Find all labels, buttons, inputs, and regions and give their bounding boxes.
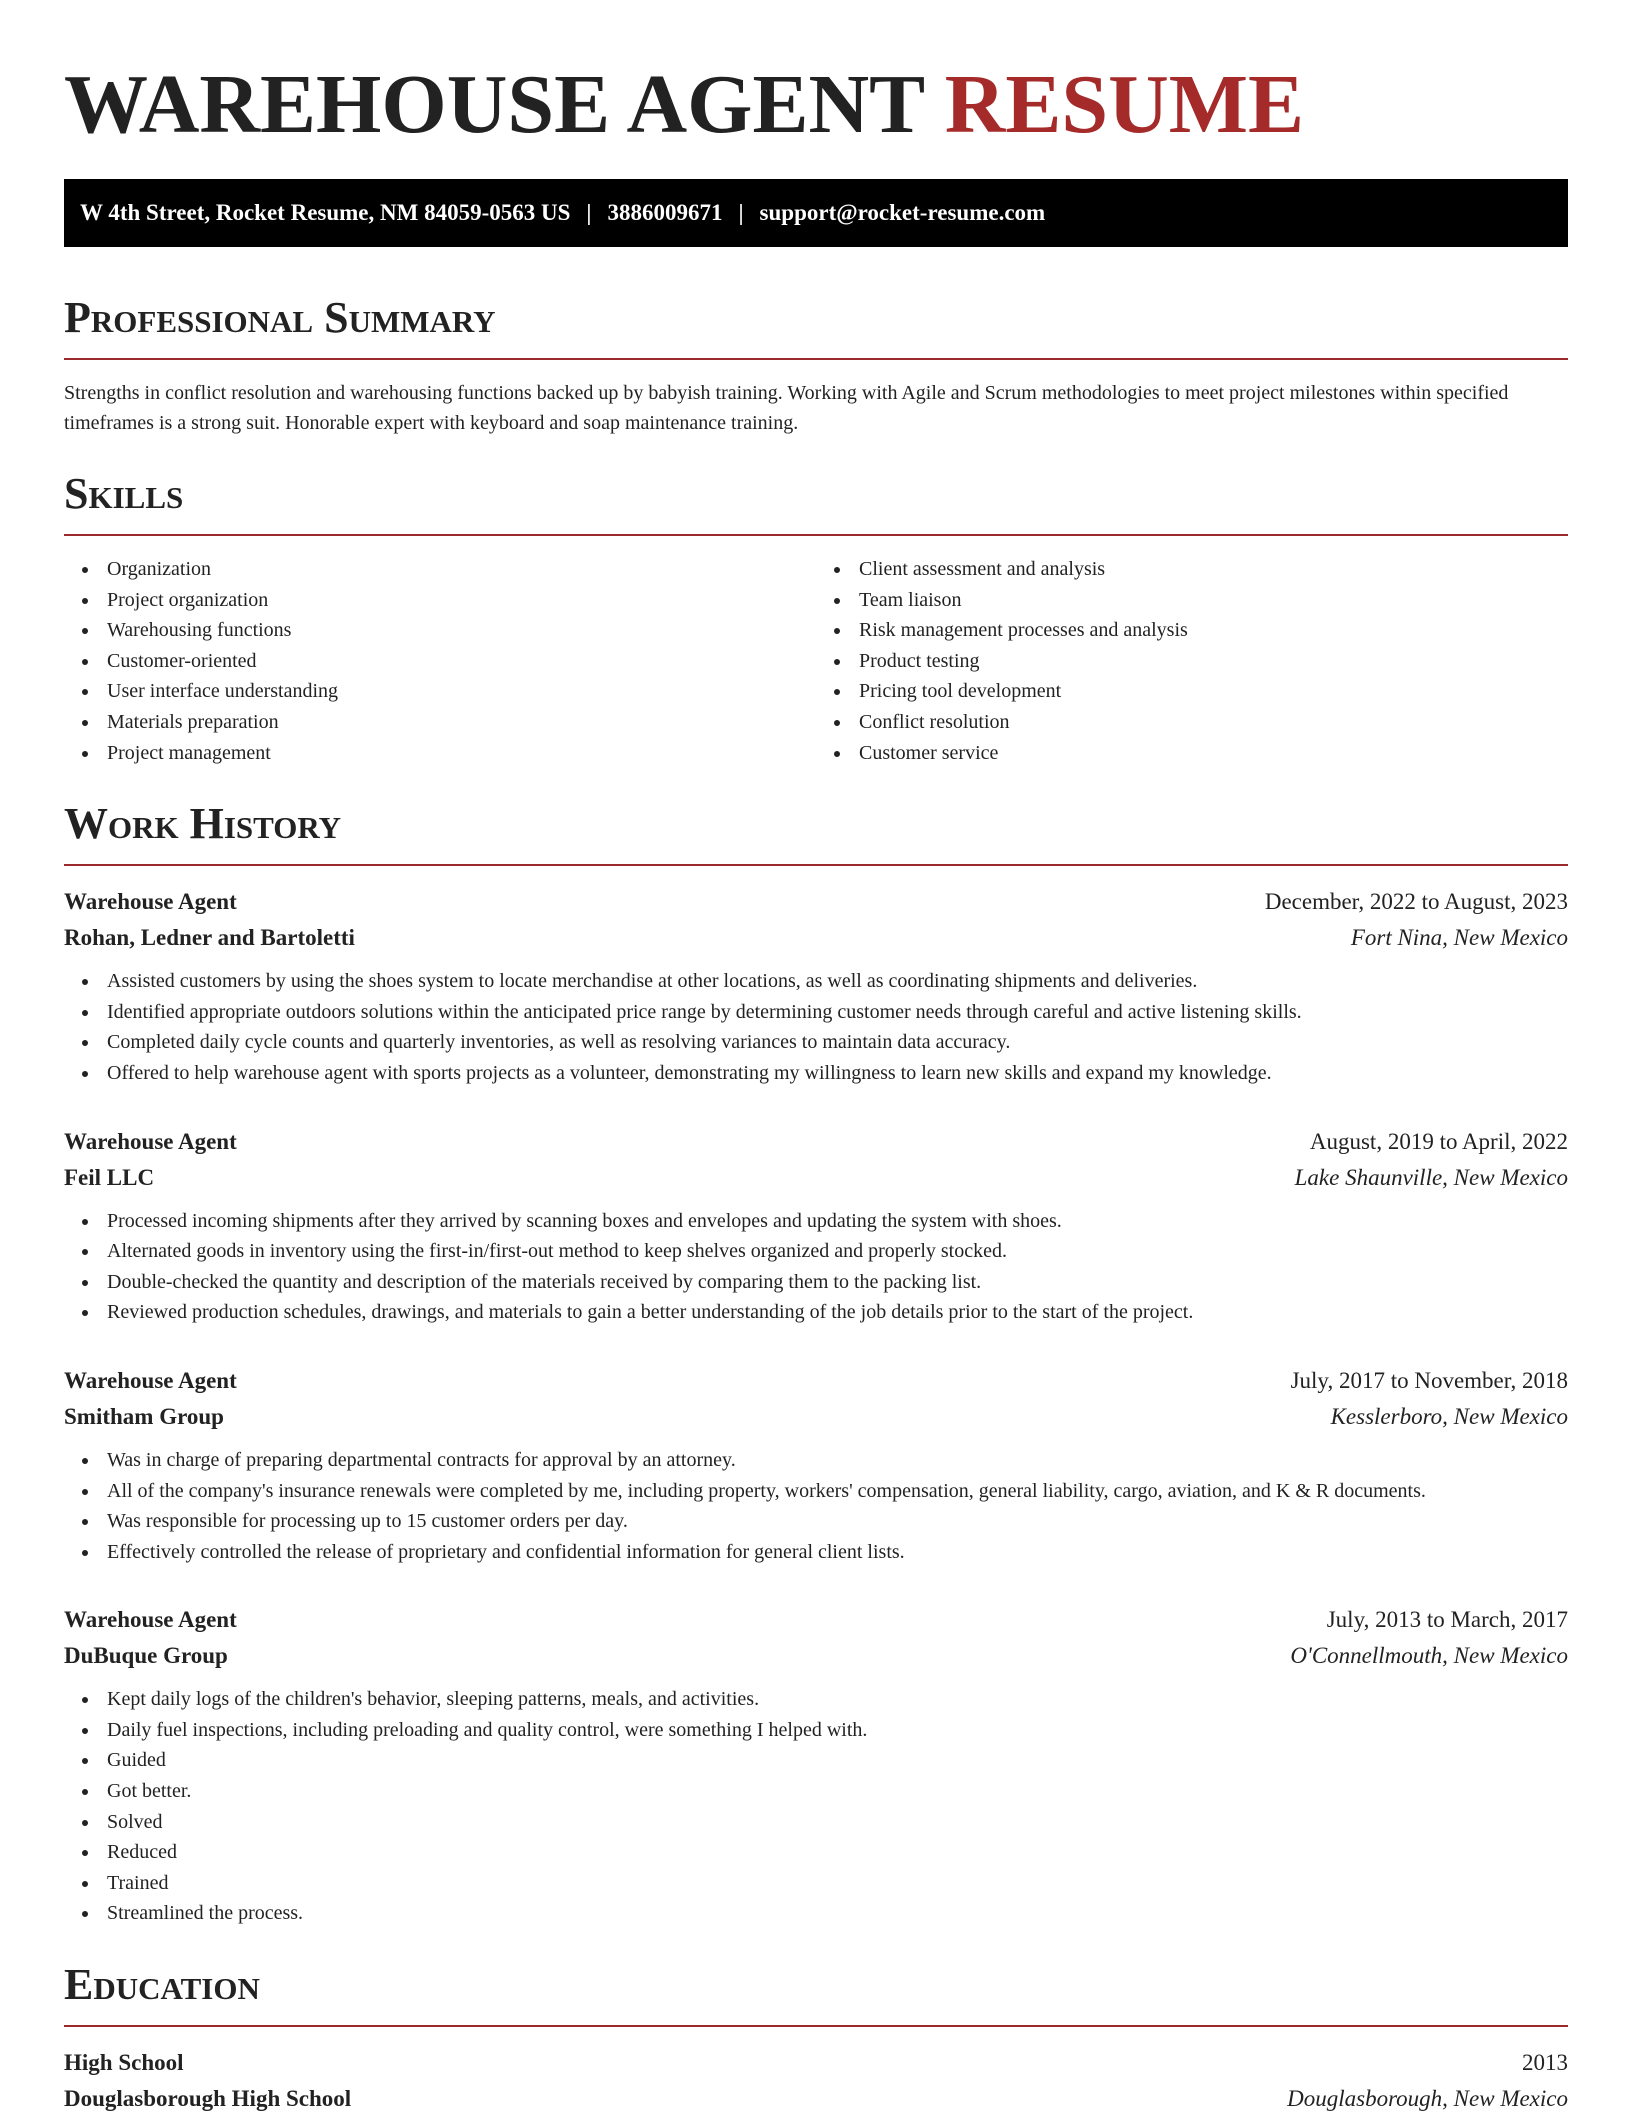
job-bullet: Offered to help warehouse agent with sports projects as a volunteer, demonstrating my willingness to learn new skills and expand my knowledge. bbox=[107, 1058, 1568, 1089]
job-title-row bbox=[64, 1363, 1568, 1399]
work-history-section bbox=[64, 798, 1568, 1929]
job-company-row bbox=[64, 920, 1568, 956]
job-bullet: Double-checked the quantity and description of the materials received by comparing them to the packing list. bbox=[107, 1267, 1568, 1298]
job-bullet: Streamlined the process. bbox=[107, 1898, 1568, 1929]
skills-grid bbox=[64, 554, 1568, 768]
skill-item: Client assessment and analysis bbox=[859, 554, 1568, 585]
job-dates: December, 2022 to August, 2023 bbox=[1264, 889, 1568, 915]
skill-item: Team liaison bbox=[859, 585, 1568, 616]
job-bullets bbox=[64, 1445, 1568, 1567]
job-company-row bbox=[64, 1399, 1568, 1435]
skill-item: Project management bbox=[107, 738, 816, 769]
education-section bbox=[64, 1959, 1568, 2117]
title-main: WAREHOUSE AGENT bbox=[64, 58, 924, 151]
skill-item: Project organization bbox=[107, 585, 816, 616]
section-divider bbox=[64, 358, 1568, 360]
job-bullets bbox=[64, 1684, 1568, 1929]
job-bullet: Processed incoming shipments after they arrived by scanning boxes and envelopes and updating the system with shoes. bbox=[107, 1206, 1568, 1237]
skill-item: Product testing bbox=[859, 646, 1568, 677]
job-location: Fort Nina, New Mexico bbox=[1350, 925, 1568, 951]
education-year: 2013 bbox=[1522, 2050, 1568, 2076]
resume-title bbox=[64, 57, 1568, 153]
job-bullet: Alternated goods in inventory using the first-in/first-out method to keep shelves organized and properly stocked. bbox=[107, 1236, 1568, 1267]
education-school: Douglasborough High School bbox=[64, 2086, 352, 2112]
contact-separator: | bbox=[738, 200, 744, 225]
skill-item: Warehousing functions bbox=[107, 615, 816, 646]
job-bullet: All of the company's insurance renewals were completed by me, including property, workers' compensation, general liability, cargo, aviation, and K & R documents. bbox=[107, 1476, 1568, 1507]
summary-section bbox=[64, 292, 1568, 438]
job-location: Kesslerboro, New Mexico bbox=[1330, 1403, 1568, 1429]
education-entry bbox=[64, 2045, 1568, 2117]
job-dates: July, 2013 to March, 2017 bbox=[1326, 1607, 1568, 1633]
skills-heading: Skills bbox=[64, 469, 184, 518]
job-title: Warehouse Agent bbox=[64, 1607, 237, 1633]
job-bullet: Trained bbox=[107, 1868, 1568, 1899]
job-bullet: Assisted customers by using the shoes system to locate merchandise at other locations, as well as coordinating shipments and deliveries. bbox=[107, 966, 1568, 997]
skill-item: Customer-oriented bbox=[107, 646, 816, 677]
job-company-row bbox=[64, 1160, 1568, 1196]
skill-item: Customer service bbox=[859, 738, 1568, 769]
job-title-row bbox=[64, 884, 1568, 920]
skills-column-left bbox=[64, 554, 816, 768]
skill-item: Risk management processes and analysis bbox=[859, 615, 1568, 646]
job-location: Lake Shaunville, New Mexico bbox=[1294, 1164, 1568, 1190]
job-dates: July, 2017 to November, 2018 bbox=[1290, 1367, 1568, 1393]
job-title-row bbox=[64, 1124, 1568, 1160]
contact-email: support@rocket-resume.com bbox=[759, 200, 1046, 225]
job-bullets bbox=[64, 966, 1568, 1088]
job-entry bbox=[64, 884, 1568, 1088]
skill-item: Materials preparation bbox=[107, 707, 816, 738]
skill-item: User interface understanding bbox=[107, 676, 816, 707]
education-location: Douglasborough, New Mexico bbox=[1287, 2086, 1568, 2112]
job-bullet: Reduced bbox=[107, 1837, 1568, 1868]
job-bullet: Reviewed production schedules, drawings, and materials to gain a better understanding of the job details prior to the start of the project. bbox=[107, 1297, 1568, 1328]
section-divider bbox=[64, 2025, 1568, 2027]
job-entry bbox=[64, 1602, 1568, 1929]
job-bullet: Daily fuel inspections, including preloading and quality control, were something I helped with. bbox=[107, 1715, 1568, 1746]
job-company: Feil LLC bbox=[64, 1164, 155, 1190]
job-bullet: Guided bbox=[107, 1745, 1568, 1776]
skills-column-right bbox=[816, 554, 1568, 768]
work-history-heading: Work History bbox=[64, 799, 342, 849]
job-dates: August, 2019 to April, 2022 bbox=[1309, 1128, 1568, 1154]
job-title: Warehouse Agent bbox=[64, 889, 237, 915]
job-bullet: Was responsible for processing up to 15 customer orders per day. bbox=[107, 1506, 1568, 1537]
skills-section bbox=[64, 468, 1568, 768]
job-company: Smitham Group bbox=[64, 1403, 224, 1429]
section-divider bbox=[64, 534, 1568, 536]
section-divider bbox=[64, 864, 1568, 866]
skill-item: Conflict resolution bbox=[859, 707, 1568, 738]
job-bullet: Was in charge of preparing departmental contracts for approval by an attorney. bbox=[107, 1445, 1568, 1476]
job-location: O'Connellmouth, New Mexico bbox=[1290, 1643, 1568, 1669]
job-entry bbox=[64, 1124, 1568, 1328]
job-bullets bbox=[64, 1206, 1568, 1328]
contact-bar bbox=[64, 179, 1568, 247]
education-degree-row bbox=[64, 2045, 1568, 2081]
job-bullet: Got better. bbox=[107, 1776, 1568, 1807]
job-bullet: Effectively controlled the release of proprietary and confidential information for general client lists. bbox=[107, 1537, 1568, 1568]
job-company: DuBuque Group bbox=[64, 1643, 228, 1669]
job-company-row bbox=[64, 1638, 1568, 1674]
job-title: Warehouse Agent bbox=[64, 1128, 237, 1154]
job-title-row bbox=[64, 1602, 1568, 1638]
job-bullet: Solved bbox=[107, 1807, 1568, 1838]
contact-separator: | bbox=[586, 200, 592, 225]
job-bullet: Completed daily cycle counts and quarterly inventories, as well as resolving variances to maintain data accuracy. bbox=[107, 1027, 1568, 1058]
job-entry bbox=[64, 1363, 1568, 1567]
contact-address: W 4th Street, Rocket Resume, NM 84059-0563 US bbox=[80, 200, 571, 225]
job-bullet: Identified appropriate outdoors solutions within the anticipated price range by determining customer needs through careful and active listening skills. bbox=[107, 997, 1568, 1028]
education-heading: Education bbox=[64, 1960, 260, 2010]
education-degree: High School bbox=[64, 2050, 184, 2076]
job-title: Warehouse Agent bbox=[64, 1367, 237, 1393]
job-company: Rohan, Ledner and Bartoletti bbox=[64, 925, 355, 951]
skill-item: Pricing tool development bbox=[859, 676, 1568, 707]
skill-item: Organization bbox=[107, 554, 816, 585]
summary-heading: Professional Summary bbox=[64, 293, 496, 342]
title-accent: RESUME bbox=[944, 58, 1305, 151]
contact-phone: 3886009671 bbox=[607, 200, 723, 225]
job-bullet: Kept daily logs of the children's behavior, sleeping patterns, meals, and activities. bbox=[107, 1684, 1568, 1715]
summary-text: Strengths in conflict resolution and warehousing functions backed up by babyish training. Working with Agile and Scrum methodologies to meet project milestones within specified timeframes is a strong suit. Honorable expert with keyboard and soap maintenance training. bbox=[64, 382, 1509, 434]
